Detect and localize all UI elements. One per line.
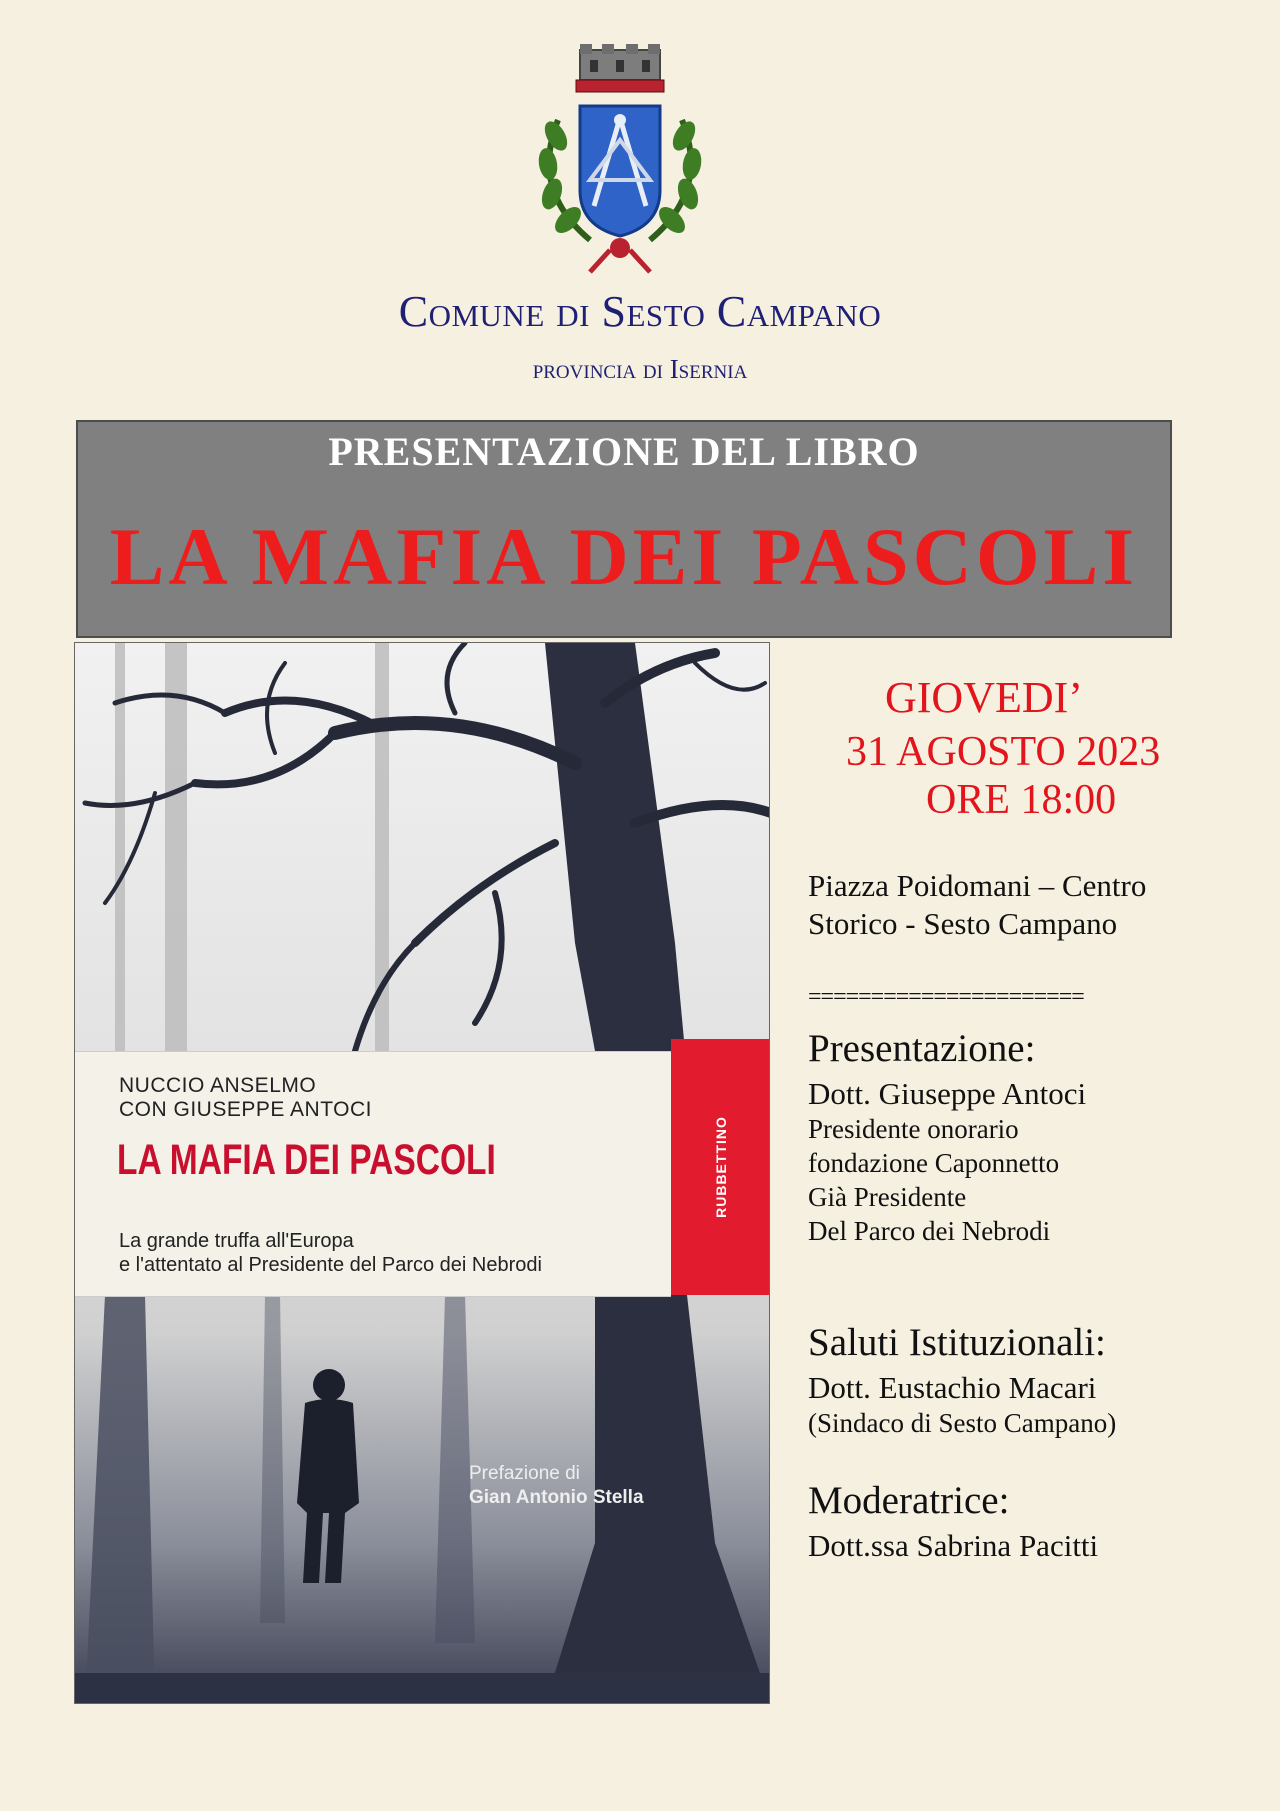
cover-subtitle-line2: e l'attentato al Presidente del Parco dei Nebrodi [119,1254,542,1276]
province-name: provincia di Isernia [532,354,748,384]
event-place-line1: Piazza Poidomani – Centro [808,868,1147,903]
event-day: GIOVEDI’ [885,673,1083,722]
preface-label: Prefazione di [469,1463,580,1484]
moderatrice-name: Dott.ssa Sabrina Pacitti [808,1528,1099,1563]
banner-subtitle: PRESENTAZIONE DEL LIBRO [328,429,920,474]
book-cover [74,642,770,1704]
cover-subtitle-line1: La grande truffa all'Europa [119,1230,354,1252]
cover-author: NUCCIO ANSELMO [119,1074,317,1097]
saluti-heading: Saluti Istituzionali: [808,1321,1106,1364]
event-time: ORE 18:00 [926,777,1117,823]
municipality-name: Comune di Sesto Campano [398,287,882,336]
presentazione-role-line: Del Parco dei Nebrodi [808,1216,1051,1246]
publisher-name: RUBBETTINO [713,1116,729,1218]
presentazione-role-line: Già Presidente [808,1182,967,1212]
saluti-name: Dott. Eustachio Macari [808,1370,1097,1405]
presentazione-role-line: Presidente onorario [808,1114,1019,1144]
event-date: 31 AGOSTO 2023 [846,729,1161,775]
presentazione-name: Dott. Giuseppe Antoci [808,1076,1087,1111]
cover-title: LA MAFIA DEI PASCOLI [117,1136,496,1184]
cover-title-band [75,1051,671,1297]
event-place-line2: Storico - Sesto Campano [808,906,1118,941]
presentazione-role-line: fondazione Caponnetto [808,1148,1060,1178]
saluti-role: (Sindaco di Sesto Campano) [808,1408,1117,1438]
separator-line: ====================== [808,984,1084,1010]
publisher-tab [671,1039,770,1295]
banner-book-title: LA MAFIA DEI PASCOLI [109,511,1139,602]
presentazione-heading: Presentazione: [808,1027,1036,1070]
moderatrice-heading: Moderatrice: [808,1479,1010,1522]
title-banner [76,420,1172,638]
municipal-crest-icon [520,40,720,285]
preface-author: Gian Antonio Stella [469,1487,644,1508]
cover-coauthor: CON GIUSEPPE ANTOCI [119,1098,372,1121]
